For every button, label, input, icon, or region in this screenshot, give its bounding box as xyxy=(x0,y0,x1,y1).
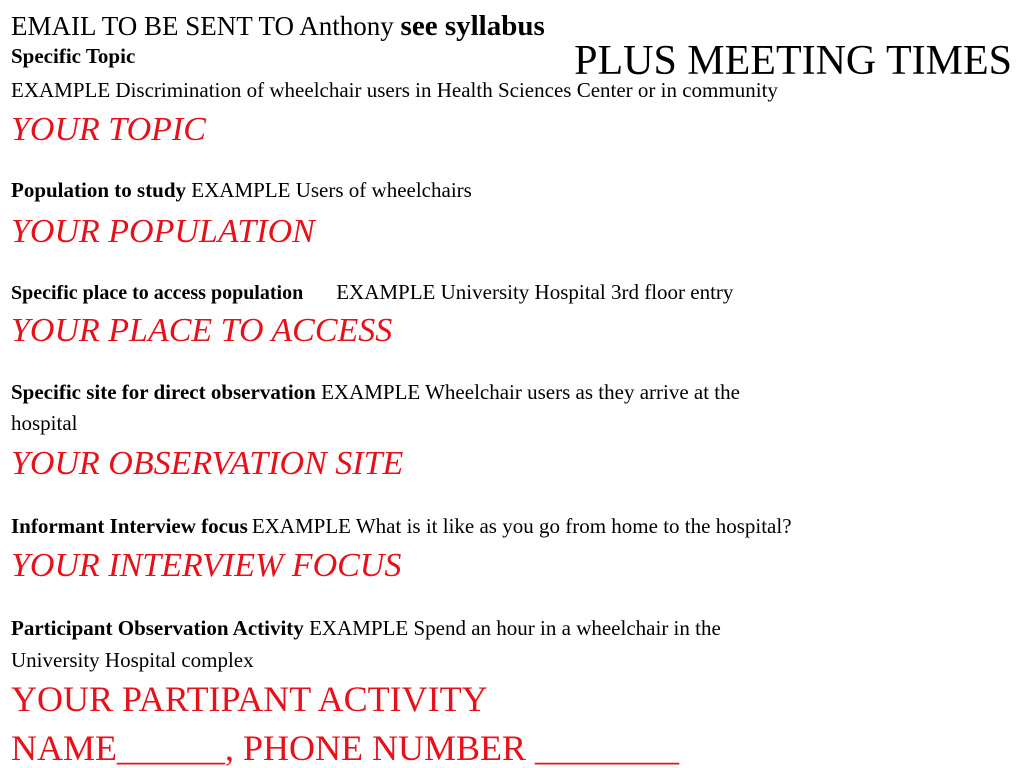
topic-label: Specific Topic xyxy=(11,44,136,68)
email-label: EMAIL TO BE SENT TO Anthony xyxy=(11,11,401,41)
see-syllabus-note: see syllabus xyxy=(400,10,545,42)
site-label: Specific site for direct observation xyxy=(11,380,316,404)
contact-line: NAME______, PHONE NUMBER ________ xyxy=(11,728,680,768)
site-example-line2: hospital xyxy=(11,411,78,435)
place-answer: YOUR PLACE TO ACCESS xyxy=(11,312,393,349)
topic-answer: YOUR TOPIC xyxy=(11,111,206,148)
place-label: Specific place to access population xyxy=(11,282,304,304)
interview-answer: YOUR INTERVIEW FOCUS xyxy=(11,547,402,584)
participant-row xyxy=(11,618,721,639)
site-row xyxy=(11,382,740,403)
participant-label: Participant Observation Activity xyxy=(11,616,304,640)
participant-answer: YOUR PARTIPANT ACTIVITY xyxy=(11,679,488,719)
plus-meeting-times: PLUS MEETING TIMES xyxy=(574,38,1012,84)
interview-row xyxy=(11,516,792,537)
interview-example: EXAMPLE What is it like as you go from home to the hospital? xyxy=(251,514,792,538)
place-row xyxy=(11,282,733,303)
population-label: Population to study xyxy=(11,178,187,202)
participant-example-line1: EXAMPLE Spend an hour in a wheelchair in the xyxy=(303,616,721,640)
topic-example: EXAMPLE Discrimination of wheelchair users in Health Sciences Center or in community xyxy=(11,78,778,102)
site-answer: YOUR OBSERVATION SITE xyxy=(11,445,404,482)
interview-label: Informant Interview focus xyxy=(11,514,248,538)
population-example: EXAMPLE Users of wheelchairs xyxy=(186,178,472,202)
population-row xyxy=(11,180,472,201)
place-example: EXAMPLE University Hospital 3rd floor entry xyxy=(336,280,734,304)
site-example-line1: EXAMPLE Wheelchair users as they arrive at the xyxy=(315,380,740,404)
population-answer: YOUR POPULATION xyxy=(11,213,315,250)
participant-example-line2: University Hospital complex xyxy=(11,648,254,672)
email-instruction xyxy=(11,12,545,41)
